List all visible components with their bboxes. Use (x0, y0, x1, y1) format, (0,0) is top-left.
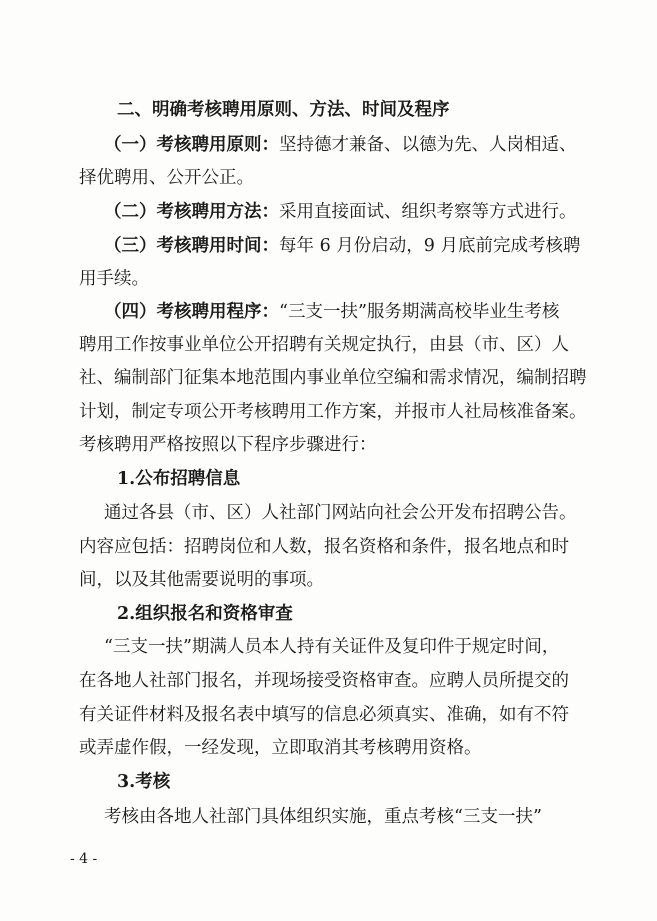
time-label: （三）考核聘用时间： (104, 236, 279, 256)
procedure-text-line-5: 考核聘用严格按照以下程序步骤进行： (79, 435, 377, 455)
step-3-line-1: 考核由各地人社部门具体组织实施，重点考核“三支一扶” (104, 807, 542, 827)
procedure-text-line-4: 计划，制定专项公开考核聘用工作方案，并报市人社局核准备案。 (79, 402, 587, 422)
step-1-title: 1.公布招聘信息 (117, 469, 241, 489)
procedure-paragraph (104, 301, 559, 323)
step-2-title: 2.组织报名和资格审查 (117, 604, 293, 624)
method-label: （二）考核聘用方法： (104, 202, 279, 222)
method-text: 采用直接面试、组织考察等方式进行。 (279, 202, 577, 222)
procedure-text-line-3: 社、编制部门征集本地范围内事业单位空编和需求情况，编制招聘 (79, 368, 587, 388)
page-number: - 4 - (70, 851, 98, 867)
step-3-title: 3.考核 (117, 772, 171, 792)
step-1-line-3: 间，以及其他需要说明的事项。 (79, 570, 324, 590)
step-2-line-2: 在各地人社部门报名，并现场接受资格审查。应聘人员所提交的 (79, 671, 569, 691)
step-1-line-2: 内容应包括：招聘岗位和人数，报名资格和条件，报名地点和时 (79, 537, 569, 557)
step-2-line-1: “三支一扶”期满人员本人持有关证件及复印件于规定时间， (104, 637, 560, 657)
principle-text-line-2: 择优聘用、公开公正。 (79, 168, 254, 188)
time-text-line-1: 每年 6 月份启动，9 月底前完成考核聘 (279, 236, 581, 256)
procedure-label: （四）考核聘用程序： (104, 302, 279, 322)
section-heading: 二、明确考核聘用原则、方法、时间及程序 (117, 100, 450, 120)
time-paragraph (104, 235, 580, 257)
principle-label: （一）考核聘用原则： (104, 135, 279, 155)
time-text-line-2: 用手续。 (79, 269, 149, 289)
principle-text-line-1: 坚持德才兼备、以德为先、人岗相适、 (279, 135, 577, 155)
procedure-text-line-2: 聘用工作按事业单位公开招聘有关规定执行，由县（市、区）人 (79, 335, 569, 355)
procedure-text-line-1: “三支一扶”服务期满高校毕业生考核 (279, 302, 560, 322)
step-2-line-3: 有关证件材料及报名表中填写的信息必须真实、准确，如有不符 (79, 705, 569, 725)
principle-paragraph (104, 134, 577, 156)
step-1-line-1: 通过各县（市、区）人社部门网站向社会公开发布招聘公告。 (104, 503, 577, 523)
step-2-line-4: 或弄虚作假，一经发现，立即取消其考核聘用资格。 (79, 738, 482, 758)
method-paragraph (104, 201, 577, 223)
